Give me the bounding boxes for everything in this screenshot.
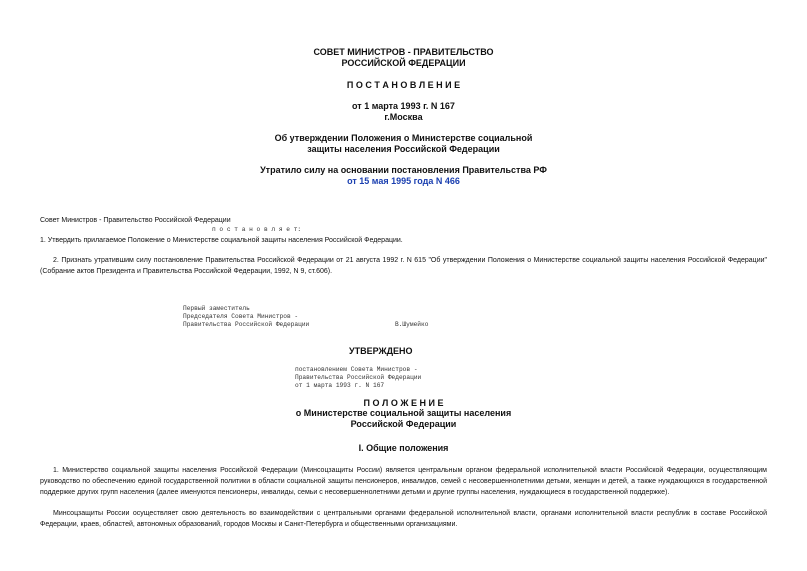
approved-line3: от 1 марта 1993 г. N 167 [295,382,385,389]
doc-title-line2: защиты населения Российской Федерации [307,144,500,154]
approved-line1: постановлением Совета Министров - [295,366,418,373]
regulation-subtitle-line2: Российской Федерации [350,419,457,429]
signature-name: В.Шумейко [395,321,429,328]
approved-line2: Правительства Российской Федерации [295,374,422,381]
status-link[interactable]: от 15 мая 1995 года N 466 [347,176,460,186]
decree-word: п о с т а н о в л я е т: [212,226,302,233]
doc-title-line1: Об утверждении Положения о Министерстве социальной [274,133,533,143]
signature-line2: Председателя Совета Министров - [183,313,299,320]
regulation-title: П О Л О Ж Е Н И Е [363,398,444,408]
doc-date-number: от 1 марта 1993 г. N 167 [352,101,455,111]
approved-title: УТВЕРЖДЕНО [349,346,413,356]
regulation-subtitle-line1: о Министерстве социальной защиты населения [295,408,512,418]
paragraph-2: Минсоцзащиты России осуществляет свою деятельность во взаимодействии с центральными органами федеральной исполнительной власти, органами исполнительной власти республик в составе Российской Федерации, краев, областей, автономных образований, городов Москвы и Санкт-Петербурга и общественными организациями. [40,510,767,528]
signature-line1: Первый заместитель [183,305,250,312]
doc-city: г.Москва [384,112,423,122]
org-name-line2: РОССИЙСКОЙ ФЕДЕРАЦИИ [341,58,466,68]
doc-type: П О С Т А Н О В Л Е Н И Е [346,80,461,90]
paragraph-1: 1. Министерство социальной защиты населения Российской Федерации (Минсоцзащиты России) является центральным органом федеральной исполнительной власти Российской Федерации, осуществляющим руководство по обеспечению единой государственной политики в области социальной защиты пенсионеров, инвалидов, семей с несовершеннолетними детьми, женщин и детей, а также нуждающихся в государственной поддержке других групп населения (далее именуются пенсионеры, инвалиды, семьи с несовершеннолетними детьми и другие группы населения, нуждающиеся в государственной поддержке). [40,467,767,496]
signature-line3: Правительства Российской Федерации [183,321,310,328]
issuer-text: Совет Министров - Правительство Российской Федерации [40,217,231,224]
section-heading: I. Общие положения [358,443,449,453]
item-2: 2. Признать утратившим силу постановление Правительства Российской Федерации от 21 августа 1992 г. N 615 "Об утверждении Положения о Министерстве социальной защиты населения Российской Федерации" (Собрание актов Президента и Правительства Российской Федерации, 1992, N 9, ст.606). [40,257,767,275]
org-name-line1: СОВЕТ МИНИСТРОВ - ПРАВИТЕЛЬСТВО [313,47,494,57]
item-1: 1. Утвердить прилагаемое Положение о Министерстве социальной защиты населения Российской Федерации. [40,237,403,244]
status-line: Утратило силу на основании постановления Правительства РФ [260,165,547,175]
